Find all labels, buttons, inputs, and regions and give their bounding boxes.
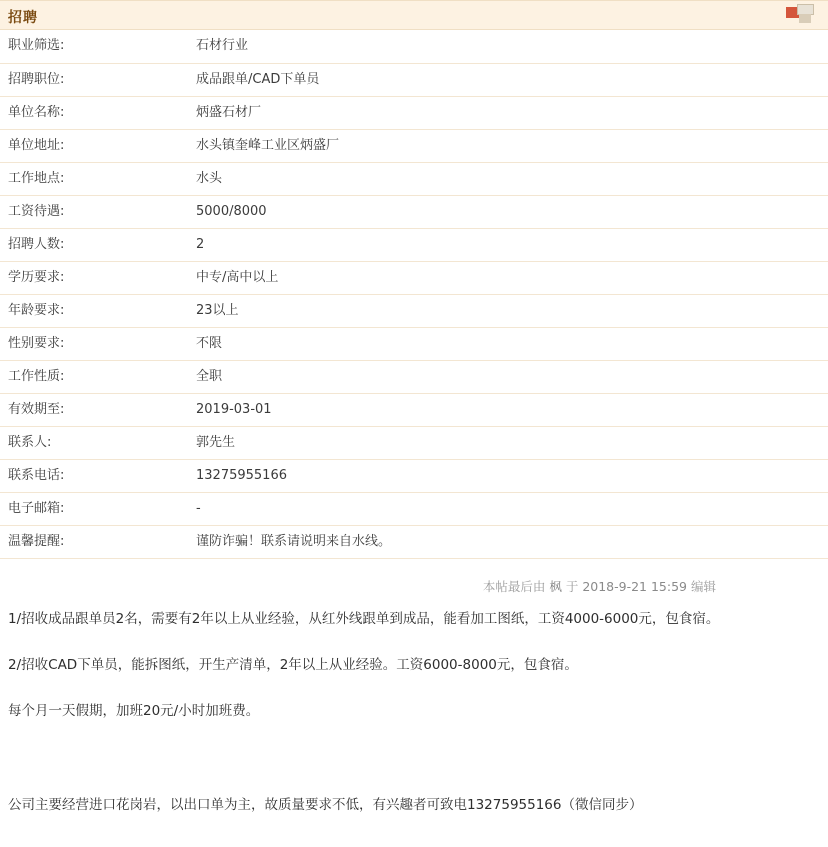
row-label: 性别要求: bbox=[0, 327, 188, 360]
table-row bbox=[0, 426, 828, 459]
flag-mark-icon bbox=[786, 3, 814, 25]
table-row bbox=[0, 63, 828, 96]
table-row bbox=[0, 360, 828, 393]
row-label: 联系人: bbox=[0, 426, 188, 459]
edit-note-datetime: 2018-9-21 15:59 bbox=[582, 578, 687, 594]
table-row bbox=[0, 195, 828, 228]
page-title: 招聘 bbox=[8, 10, 38, 26]
row-label: 电子邮箱: bbox=[0, 492, 188, 525]
row-value: 2019-03-01 bbox=[188, 393, 828, 426]
row-label: 年龄要求: bbox=[0, 294, 188, 327]
row-value: 谨防诈骗！联系请说明来自水线。 bbox=[188, 525, 828, 558]
row-value: 2 bbox=[188, 228, 828, 261]
row-label: 工资待遇: bbox=[0, 195, 188, 228]
table-row bbox=[0, 228, 828, 261]
table-row bbox=[0, 96, 828, 129]
row-label: 温馨提醒: bbox=[0, 525, 188, 558]
table-row bbox=[0, 294, 828, 327]
row-value: - bbox=[188, 492, 828, 525]
table-row bbox=[0, 327, 828, 360]
table-row bbox=[0, 393, 828, 426]
row-value: 中专/高中以上 bbox=[188, 261, 828, 294]
row-value: 石材行业 bbox=[188, 30, 828, 63]
description-paragraph: 公司主要经营进口花岗岩，以出口单为主，故质量要求不低，有兴趣者可致电13275955166（徵信同步） bbox=[8, 796, 643, 813]
row-value: 郭先生 bbox=[188, 426, 828, 459]
row-value: 成品跟单/CAD下单员 bbox=[188, 63, 828, 96]
row-value: 水头 bbox=[188, 162, 828, 195]
row-label: 招聘职位: bbox=[0, 63, 188, 96]
row-value: 水头镇奎峰工业区炳盛厂 bbox=[188, 129, 828, 162]
table-row bbox=[0, 162, 828, 195]
edit-note-prefix: 本帖最后由 bbox=[482, 578, 546, 594]
description-paragraph: 2/招收CAD下单员，能拆图纸，开生产清单，2年以上从业经验。工资6000-8000元，包食宿。 bbox=[8, 656, 578, 673]
row-label: 工作性质: bbox=[0, 360, 188, 393]
table-row bbox=[0, 129, 828, 162]
edit-note-middle: 于 bbox=[565, 578, 579, 594]
row-value: 23以上 bbox=[188, 294, 828, 327]
row-label: 招聘人数: bbox=[0, 228, 188, 261]
table-row bbox=[0, 459, 828, 492]
row-value: 13275955166 bbox=[188, 459, 828, 492]
panel-header bbox=[0, 0, 828, 30]
table-row bbox=[0, 30, 828, 63]
job-description-body bbox=[0, 609, 828, 815]
row-label: 单位名称: bbox=[0, 96, 188, 129]
row-label: 职业筛选: bbox=[0, 30, 188, 63]
row-value: 不限 bbox=[188, 327, 828, 360]
edit-note-author: 枫 bbox=[549, 578, 562, 594]
last-edited-note bbox=[0, 559, 828, 609]
row-value: 炳盛石材厂 bbox=[188, 96, 828, 129]
row-value: 全职 bbox=[188, 360, 828, 393]
table-row bbox=[0, 492, 828, 525]
edit-note-suffix: 编辑 bbox=[690, 578, 716, 594]
job-info-rows bbox=[0, 30, 828, 558]
table-row bbox=[0, 261, 828, 294]
row-label: 有效期至: bbox=[0, 393, 188, 426]
description-paragraph: 1/招收成品跟单员2名，需要有2年以上从业经验，从红外线跟单到成品，能看加工图纸，工资4000-6000元，包食宿。 bbox=[8, 610, 720, 627]
row-label: 联系电话: bbox=[0, 459, 188, 492]
row-value: 5000/8000 bbox=[188, 195, 828, 228]
row-label: 单位地址: bbox=[0, 129, 188, 162]
job-info-table bbox=[0, 30, 828, 559]
description-paragraph: 每个月一天假期，加班20元/小时加班费。 bbox=[8, 702, 260, 719]
table-row bbox=[0, 525, 828, 558]
row-label: 学历要求: bbox=[0, 261, 188, 294]
row-label: 工作地点: bbox=[0, 162, 188, 195]
